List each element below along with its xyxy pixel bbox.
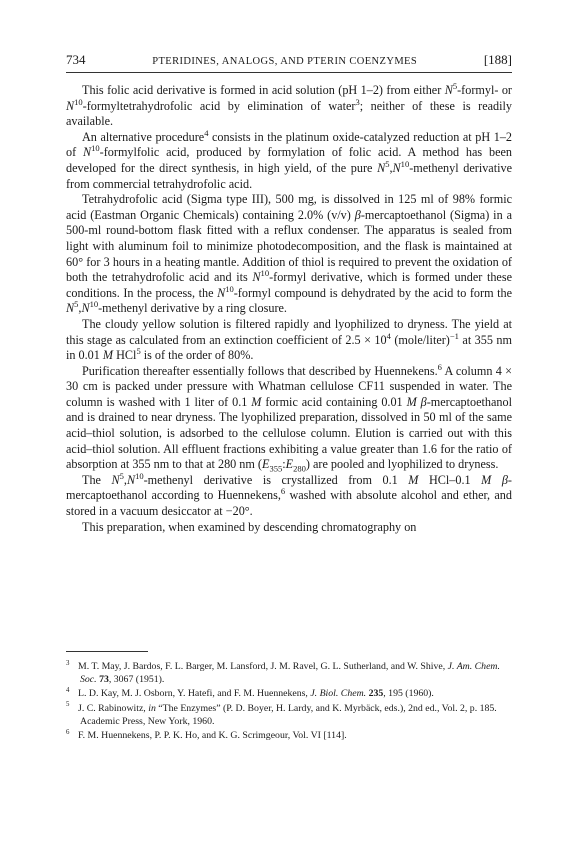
footnote-4: $^4$ L. D. Kay, M. J. Osborn, Y. Hatefi, and F. M. Huennekens, J. Biol. Chem. 235, 195 (1960). [66, 687, 434, 700]
running-header [66, 52, 512, 68]
paragraph-1: This folic acid derivative is formed in acid solution (pH 1–2) from either $N^5-formyl-$ or $N^{10}$-formyltetrahydrofolic acid by elimination of water$^3$; neither of these is readily available. [66, 80, 512, 129]
paragraph-5: Purification thereafter essentially follows that described by Huennekens.$^6$ A column 4 × 30 cm is packed under pressure with Whatman cellulose CF11 suspended in water. The column is washed with 1 liter of 0.1 M formic acid containing 0.01 M β-mercaptoethanol and is drained to near dryness. The lyophilized preparation, dissolved in 50 ml of the same acid–thiol solution, is adsorbed to the cellulose column. Elution is carried out with this acid–thiol solution. All effluent fractions exhibiting a value greater than 1.6 for the ratio of absorption at 355 nm to that at 280 nm $(E_{355}:E_{280})$ are pooled and lyophilized to dryness. [66, 361, 513, 474]
footnote-ref-6[interactable]: 6 [437, 361, 442, 372]
page-number: 734 [66, 52, 86, 67]
running-title: PTERIDINES, ANALOGS, AND PTERIN COENZYMES [152, 56, 418, 67]
paragraph-7: This preparation, when examined by descending chromatography on [82, 519, 417, 534]
section-number: [188] [483, 52, 512, 67]
footnote-3: $^3$ M. T. May, J. Bardos, F. L. Barger, M. Lansford, J. M. Ravel, G. L. Sutherland, and W. Shive, J. Am. Chem. Soc. 73, 3067 (1951). [66, 659, 500, 686]
footnote-6: $^6$ F. M. Huennekens, P. P. K. Ho, and K. G. Scrimgeour, Vol. VI [114]. [66, 728, 347, 742]
footnote-ref-6[interactable]: 6 [280, 486, 286, 497]
footnote-5: $^5$ J. C. Rabinowitz, in “The Enzymes” (P. D. Boyer, H. Lardy, and K. Myrbäck, eds.), 2nd ed., Vol. 2, p. 185. Academic Press, New York, 1960. [66, 701, 497, 727]
footnotes [66, 660, 512, 743]
paragraph-4: The cloudy yellow solution is filtered rapidly and lyophilized to dryness. The yield at this stage as calculated from an extinction coefficient of $2.5 \times 10^4$ (mole/liter)$^{-1}$ at 355 nm in 0.01 M HCl$^5$ is of the order of 80%. [66, 316, 512, 363]
body-text [66, 80, 513, 535]
footnote-ref-4[interactable]: 4 [204, 127, 209, 138]
footnote-ref-5[interactable]: 5 [136, 346, 141, 357]
footnote-ref-3[interactable]: 3 [355, 96, 360, 107]
header-rule [66, 72, 512, 73]
paragraph-6: The $N^5,N^{10}$-methenyl derivative is crystallized from 0.1 M HCl–0.1 M β-mercaptoethanol according to Huennekens,$^6$ washed with absolute alcohol and ether, and stored in a vacuum desiccator at −20°. [66, 470, 512, 519]
footnote-rule [66, 651, 148, 652]
paragraph-3: Tetrahydrofolic acid (Sigma type III), 500 mg, is dissolved in 125 ml of 98% formic acid (Eastman Organic Chemicals) containing 2.0% (v/v) β-mercaptoethanol (Sigma) in a 500-ml round-bottom flask fitted with a reflux condenser. The apparatus is sealed from light with aluminum foil to minimize photodecomposition, and the flask is maintained at 60° for 3 hours in a heating mantle. Addition of thiol is required to prevent the oxidation of both the tetrahydrofolic acid and its $N^{10}$-formyl derivative, which is formed under these conditions. In the process, the $N^{10}$-formyl compound is dehydrated by the acid to form the $N^5,N^{10}$-methenyl derivative by a ring closure. [66, 192, 512, 316]
paragraph-2: An alternative procedure$^4$ consists in the platinum oxide-catalyzed reduction at pH 1–2 of $N^{10}$-formylfolic acid, produced by formylation of folic acid. A method has been developed for the direct synthesis, in high yield, of the pure $N^5,N^{10}$-methenyl derivative from commercial tetrahydrofolic acid. [66, 127, 513, 191]
